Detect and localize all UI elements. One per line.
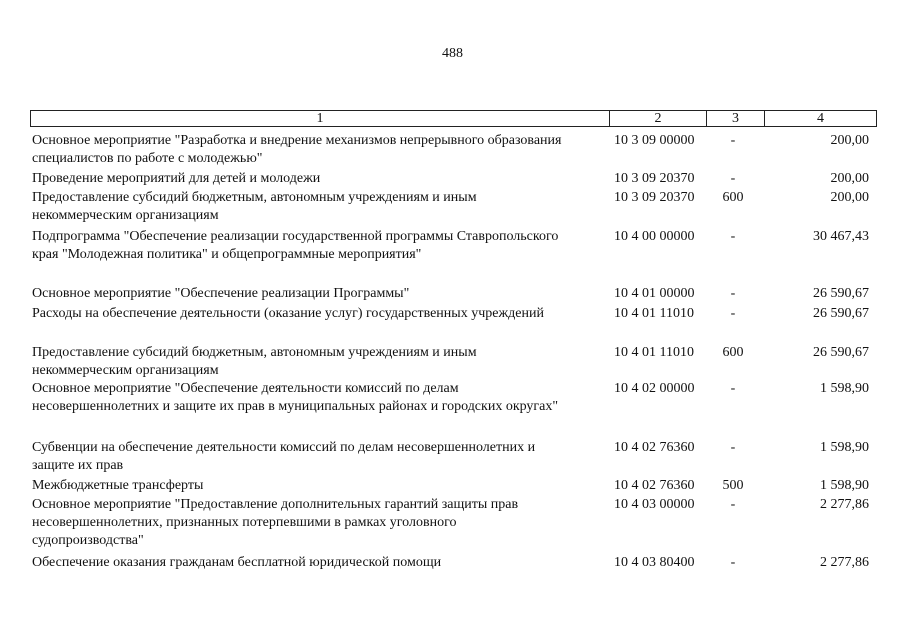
- row-name: Межбюджетные трансферты: [32, 478, 204, 493]
- row-name: Обеспечение оказания гражданам бесплатной юридической помощи: [32, 555, 442, 570]
- row-sum: 26 590,67: [813, 345, 869, 360]
- row-vr: -: [730, 306, 736, 321]
- column-header-3: 3: [707, 111, 765, 127]
- row-sum: 200,00: [830, 171, 869, 186]
- row-vr: -: [730, 229, 736, 244]
- row-vr: -: [730, 497, 736, 512]
- row-name: Проведение мероприятий для детей и молодежи: [32, 171, 321, 186]
- row-code: 10 4 03 80400: [614, 555, 695, 570]
- row-name: Предоставление субсидий бюджетным, автономным учреждениям и иным некоммерческим организациям: [32, 345, 477, 378]
- row-sum: 1 598,90: [820, 440, 869, 455]
- page-number: 488: [442, 46, 463, 61]
- row-sum: 26 590,67: [813, 286, 869, 301]
- row-code: 10 3 09 20370: [614, 171, 695, 186]
- row-code: 10 4 02 76360: [614, 478, 695, 493]
- row-name: Основное мероприятие "Предоставление дополнительных гарантий защиты прав несовершеннолетних, признанных потерпевшими в рамках уголовного судопроизводства": [32, 497, 519, 548]
- row-vr: -: [730, 286, 736, 301]
- row-code: 10 4 00 00000: [614, 229, 695, 244]
- row-name: Основное мероприятие "Обеспечение реализации Программы": [32, 286, 410, 301]
- row-name: Основное мероприятие "Разработка и внедрение механизмов непрерывного образования специалистов по работе с молодежью": [32, 133, 562, 166]
- row-code: 10 4 01 00000: [614, 286, 695, 301]
- row-code: 10 4 02 00000: [614, 381, 695, 396]
- row-vr: 600: [722, 345, 744, 360]
- row-code: 10 3 09 00000: [614, 133, 695, 148]
- row-code: 10 4 01 11010: [614, 306, 694, 321]
- row-name: Предоставление субсидий бюджетным, автономным учреждениям и иным некоммерческим организациям: [32, 190, 477, 223]
- row-code: 10 4 03 00000: [614, 497, 695, 512]
- row-vr: 600: [722, 190, 744, 205]
- row-sum: 1 598,90: [820, 381, 869, 396]
- table-header: [30, 110, 877, 127]
- column-header-4: 4: [765, 111, 877, 127]
- row-code: 10 4 01 11010: [614, 345, 694, 360]
- row-sum: 30 467,43: [813, 229, 869, 244]
- row-sum: 200,00: [830, 133, 869, 148]
- row-name: Подпрограмма "Обеспечение реализации государственной программы Ставропольского края "Молодежная политика" и общепрограммные мероприятия": [32, 229, 559, 262]
- row-vr: -: [730, 381, 736, 396]
- row-code: 10 4 02 76360: [614, 440, 695, 455]
- row-name: Расходы на обеспечение деятельности (оказание услуг) государственных учреждений: [32, 306, 544, 321]
- row-sum: 1 598,90: [820, 478, 869, 493]
- row-name: Основное мероприятие "Обеспечение деятельности комиссий по делам несовершеннолетних и защите их прав в муниципальных районах и городских округах": [32, 381, 559, 414]
- row-vr: 500: [722, 478, 744, 493]
- row-name: Субвенции на обеспечение деятельности комиссий по делам несовершеннолетних и защите их прав: [32, 440, 536, 473]
- column-header-2: 2: [610, 111, 707, 127]
- row-code: 10 3 09 20370: [614, 190, 695, 205]
- column-header-1: 1: [31, 111, 610, 127]
- row-sum: 2 277,86: [820, 497, 869, 512]
- row-vr: -: [730, 133, 736, 148]
- row-vr: -: [730, 555, 736, 570]
- row-sum: 26 590,67: [813, 306, 869, 321]
- row-vr: -: [730, 171, 736, 186]
- row-vr: -: [730, 440, 736, 455]
- row-sum: 200,00: [830, 190, 869, 205]
- row-sum: 2 277,86: [820, 555, 869, 570]
